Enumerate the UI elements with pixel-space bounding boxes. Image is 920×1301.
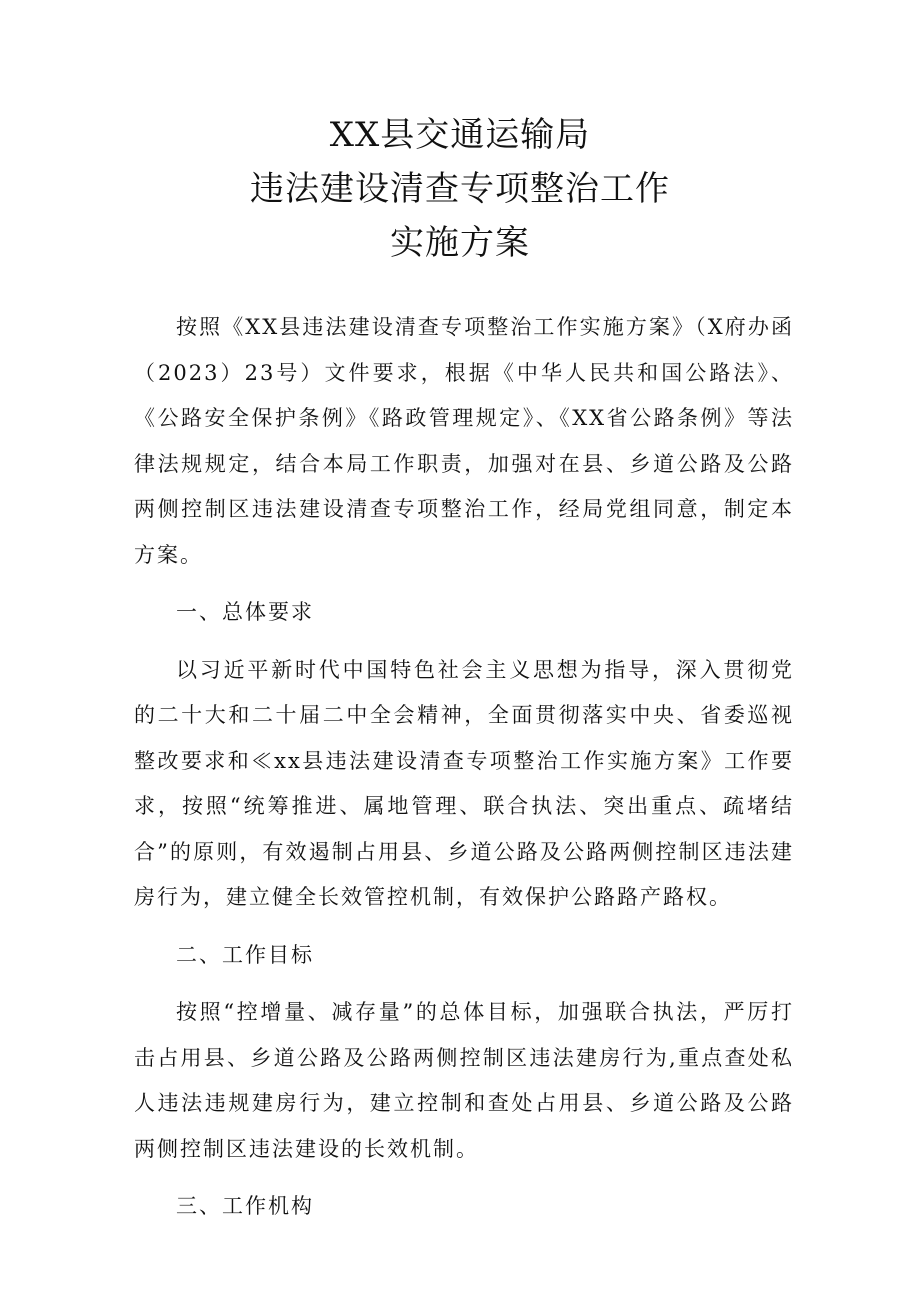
section-body-1: 以习近平新时代中国特色社会主义思想为指导，深入贯彻党的二十大和二十届二中全会精神，全面贯彻落实中央、省委巡视整改要求和≪xx县违法建设清查专项整治工作实施方案》工作要求，按照“统筹推进、属地管理、联合执法、突出重点、疏堵结合”的原则，有效遏制占用县、乡道公路及公路两侧控制区违法建房行为，建立健全长效管控机制，有效保护公路路产路权。 — [134, 657, 794, 909]
section-heading-1: 一、总体要求 — [176, 600, 314, 624]
title-line-3: 实施方案 — [390, 223, 530, 263]
section-heading-3: 三、工作机构 — [176, 1194, 314, 1218]
title-line-1: XX县交通运输局 — [329, 115, 591, 155]
document-body — [134, 305, 794, 1230]
section-body-2: 按照“控增量、减存量”的总体目标，加强联合执法，严厉打击占用县、乡道公路及公路两侧控制区违法建房行为,重点查处私人违法违规建房行为，建立控制和查处占用县、乡道公路及公路两侧控制区违法建设的长效机制。 — [134, 1000, 794, 1161]
intro-paragraph: 按照《XX县违法建设清查专项整治工作实施方案》（X府办函（2023）23号）文件要求，根据《中华人民共和国公路法》、《公路安全保护条例》《路政管理规定》、《XX省公路条例》等法律法规规定，结合本局工作职责，加强对在县、乡道公路及公路两侧控制区违法建设清查专项整治工作，经局党组同意，制定本方案。 — [134, 315, 794, 567]
section-heading-2: 二、工作目标 — [176, 942, 314, 967]
title-line-2: 违法建设清查专项整治工作 — [250, 169, 670, 209]
document-title — [0, 108, 920, 270]
